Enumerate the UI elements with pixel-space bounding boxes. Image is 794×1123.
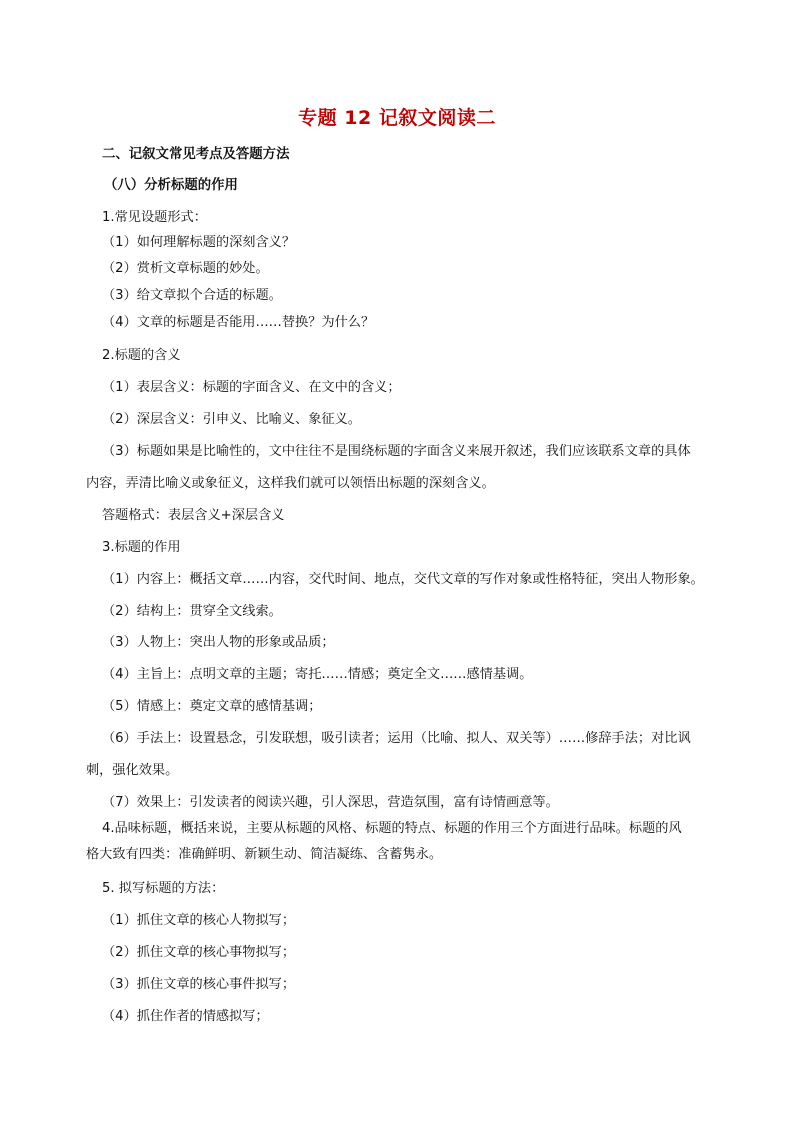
answer-format: 答题格式：表层含义+深层含义 <box>102 508 285 523</box>
part3-item-3: （3）人物上：突出人物的形象或品质； <box>102 635 335 650</box>
part3-item-1: （1）内容上：概括文章……内容，交代时间、地点，交代文章的写作对象或性格特征，突出人物形象。 <box>102 572 704 587</box>
subsection-heading: （八）分析标题的作用 <box>104 178 238 193</box>
part2-heading: 2.标题的含义 <box>102 348 181 363</box>
section-heading: 二、记叙文常见考点及答题方法 <box>102 147 290 162</box>
part2-item-3-line-1: （3）标题如果是比喻性的，文中往往不是围绕标题的字面含义来展开叙述，我们应该联系文章的具体 <box>102 444 691 459</box>
part5-item-4: （4）抓住作者的情感拟写； <box>102 1009 269 1024</box>
part4-line-2: 格大致有四类：准确鲜明、新颖生动、简洁凝练、含蓄隽永。 <box>86 847 443 862</box>
part2-item-1: （1）表层含义：标题的字面含义、在文中的含义； <box>102 380 401 395</box>
part1-item-4: （4）文章的标题是否能用……替换？为什么？ <box>102 315 375 330</box>
part3-item-2: （2）结构上：贯穿全文线索。 <box>102 604 282 619</box>
part3-item-7: （7）效果上：引发读者的阅读兴趣，引人深思，营造氛围，富有诗情画意等。 <box>102 795 559 810</box>
document-title: 专题 12 记叙文阅读二 <box>298 107 496 129</box>
part1-item-2: （2）赏析文章标题的妙处。 <box>102 261 269 276</box>
part5-item-1: （1）抓住文章的核心人物拟写； <box>102 913 296 928</box>
part3-item-6-line-2: 刺，强化效果。 <box>86 763 179 778</box>
part3-item-4: （4）主旨上：点明文章的主题；寄托……情感；奠定全文……感情基调。 <box>102 667 533 682</box>
part2-item-2: （2）深层含义：引申义、比喻义、象征义。 <box>102 412 361 427</box>
part1-heading: 1.常见设题形式： <box>102 210 207 225</box>
part4-line-1: 4.品味标题，概括来说，主要从标题的风格、标题的特点、标题的作用三个方面进行品味。标题的风 <box>102 821 682 836</box>
part1-item-1: （1）如何理解标题的深刻含义？ <box>102 235 296 250</box>
part3-item-6-line-1: （6）手法上：设置悬念，引发联想，吸引读者；运用（比喻、拟人、双关等）……修辞手法；对比讽 <box>102 731 691 746</box>
part3-item-5: （5）情感上：奠定文章的感情基调； <box>102 699 322 714</box>
part5-item-3: （3）抓住文章的核心事件拟写； <box>102 977 296 992</box>
part1-item-3: （3）给文章拟个合适的标题。 <box>102 288 282 303</box>
part3-heading: 3.标题的作用 <box>102 540 181 555</box>
part5-item-2: （2）抓住文章的核心事物拟写； <box>102 945 296 960</box>
part5-heading: 5. 拟写标题的方法： <box>102 881 225 896</box>
part2-item-3-line-2: 内容，弄清比喻义或象征义，这样我们就可以领悟出标题的深刻含义。 <box>86 476 495 491</box>
